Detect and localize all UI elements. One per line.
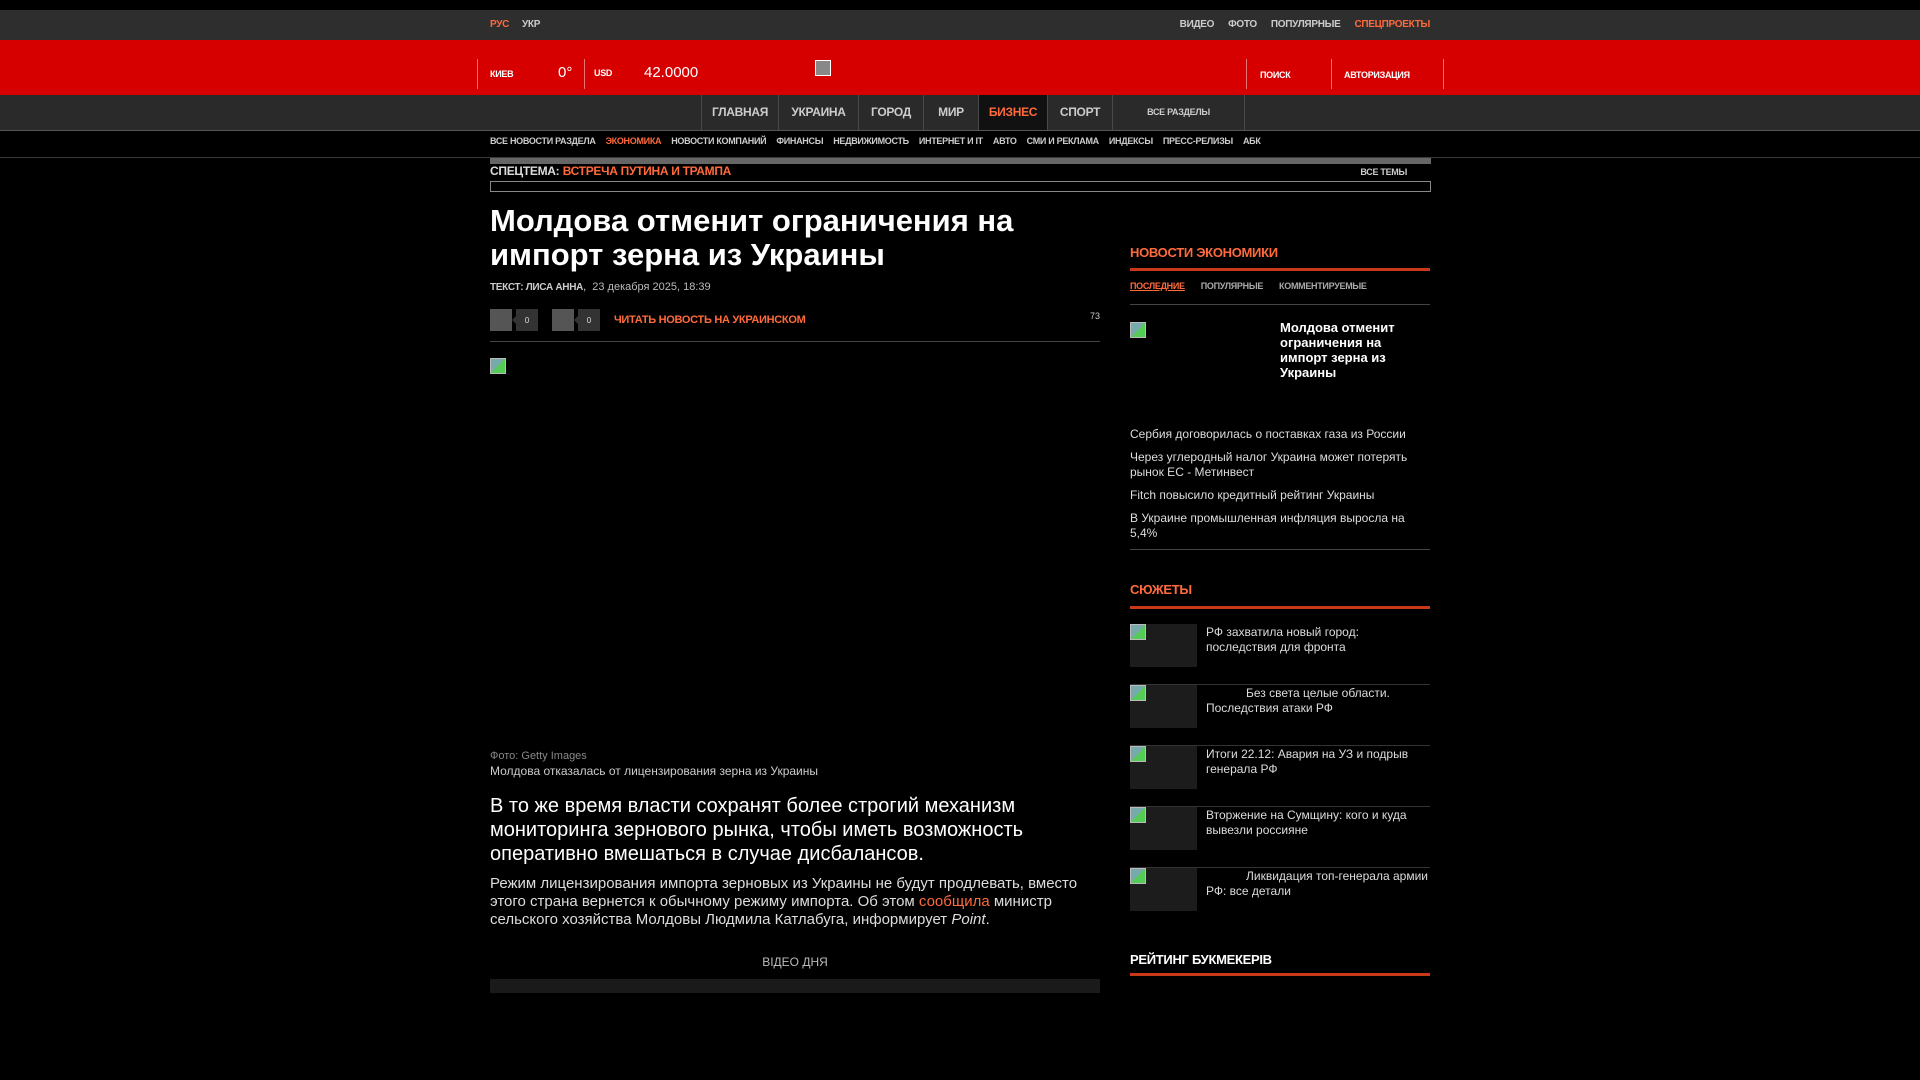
subnav-item-media[interactable]: СМИ И РЕКЛАМА bbox=[1026, 136, 1099, 146]
top-link-video[interactable]: ВИДЕО bbox=[1179, 19, 1215, 30]
nav-item-ukraine[interactable]: УКРАИНА bbox=[778, 95, 858, 130]
bookmakers-heading[interactable]: РЕЙТИНГ БУКМЕКЕРІВ bbox=[1130, 952, 1272, 967]
nav-item-world[interactable]: МИР bbox=[923, 95, 978, 130]
story-title: Ликвидация топ-генерала армии РФ: все детали bbox=[1206, 869, 1428, 898]
top-news-broken-image-icon[interactable] bbox=[1130, 322, 1146, 338]
story-item[interactable] bbox=[1130, 868, 1430, 929]
share-count: 0 bbox=[578, 309, 600, 331]
search-link[interactable]: ПОИСК bbox=[1260, 70, 1291, 80]
top-link-popular[interactable]: ПОПУЛЯРНЫЕ bbox=[1270, 19, 1341, 30]
all-topics-link[interactable]: ВСЕ ТЕМЫ bbox=[1360, 167, 1407, 177]
story-thumbnail bbox=[1130, 624, 1197, 667]
sub-nav bbox=[490, 136, 1261, 146]
tab-latest[interactable]: ПОСЛЕДНИЕ bbox=[1130, 281, 1185, 291]
share-facebook[interactable] bbox=[490, 309, 538, 331]
header-bar bbox=[0, 40, 1920, 95]
nav-item-sport[interactable]: СПОРТ bbox=[1047, 95, 1112, 130]
facebook-icon bbox=[490, 309, 512, 331]
article-author[interactable]: ТЕКСТ: ЛИСА АННА bbox=[490, 282, 584, 293]
story-thumbnail bbox=[1130, 746, 1197, 789]
news-item[interactable]: Сербия договорилась о поставках газа из России bbox=[1130, 427, 1406, 441]
story-thumbnail bbox=[1130, 868, 1197, 911]
article-lead: В то же время власти сохранят более строгий механизм мониторинга зернового рынка, чтобы иметь возможность оперативно вмешаться в случае дисбалансов. bbox=[490, 795, 1024, 865]
body-text-part: Режим лицензирования импорта зерновых из Украины не будут продлевать, вместо этого страна вернется к обычному режиму импорта. Об этом bbox=[490, 875, 1078, 910]
economy-news-heading[interactable]: НОВОСТИ ЭКОНОМИКИ bbox=[1130, 245, 1278, 260]
news-item[interactable]: Fitch повысило кредитный рейтинг Украины bbox=[1130, 488, 1375, 502]
lang-uk-link[interactable]: УКР bbox=[522, 19, 541, 30]
article-date: 23 декабря 2025, 18:39 bbox=[592, 281, 711, 293]
share-telegram[interactable] bbox=[552, 309, 600, 331]
subnav-item-company-news[interactable]: НОВОСТИ КОМПАНИЙ bbox=[671, 136, 767, 146]
tabs-divider bbox=[1130, 304, 1430, 305]
photo-credit: Фото: Getty Images bbox=[490, 750, 587, 762]
header-divider bbox=[1443, 59, 1444, 89]
video-player[interactable] bbox=[490, 979, 1100, 993]
subnav-item-indexes[interactable]: ИНДЕКСЫ bbox=[1108, 136, 1153, 146]
news-item[interactable]: В Украине промышленная инфляция выросла на 5,4% bbox=[1130, 511, 1405, 540]
tab-commented[interactable]: КОММЕНТИРУЕМЫЕ bbox=[1279, 281, 1367, 291]
video-of-day-label: ВІДЕО ДНЯ bbox=[762, 955, 828, 969]
photo-caption: Молдова отказалась от лицензирования зерна из Украины bbox=[490, 764, 819, 778]
story-thumbnail bbox=[1130, 807, 1197, 850]
top-link-photo[interactable]: ФОТО bbox=[1228, 19, 1257, 30]
special-topic-box bbox=[490, 181, 1431, 192]
broken-image-icon bbox=[1130, 868, 1146, 884]
subnav-item-finance[interactable]: ФИНАНСЫ bbox=[776, 136, 824, 146]
header-divider bbox=[584, 59, 585, 89]
story-item[interactable] bbox=[1130, 746, 1430, 807]
nav-all-sections[interactable]: ВСЕ РАЗДЕЛЫ bbox=[1112, 95, 1245, 130]
subnav-item-press-releases[interactable]: ПРЕСС-РЕЛИЗЫ bbox=[1162, 136, 1233, 146]
subnav-item-all-news[interactable]: ВСЕ НОВОСТИ РАЗДЕЛА bbox=[490, 136, 596, 146]
section-rule bbox=[1130, 268, 1430, 271]
subnav-item-abk[interactable]: АБК bbox=[1242, 136, 1261, 146]
section-rule bbox=[1130, 973, 1430, 976]
broken-image-icon bbox=[1130, 807, 1146, 823]
weather-city: КИЕВ bbox=[490, 69, 514, 79]
header-divider bbox=[477, 59, 478, 89]
share-count: 0 bbox=[516, 309, 538, 331]
stories-heading[interactable]: СЮЖЕТЫ bbox=[1130, 582, 1192, 597]
story-title: Итоги 22.12: Авария на УЗ и подрыв генерала РФ bbox=[1206, 747, 1409, 776]
story-title: Вторжение на Сумщину: кого и куда вывезли россияне bbox=[1206, 808, 1407, 837]
main-nav bbox=[0, 95, 1920, 131]
lang-ru-link[interactable]: РУС bbox=[490, 19, 510, 30]
source-name: Point bbox=[951, 911, 986, 928]
header-divider bbox=[1331, 59, 1332, 89]
story-title: Без света целые области. Последствия атаки РФ bbox=[1206, 686, 1390, 715]
special-topic bbox=[490, 164, 1431, 182]
header-divider bbox=[1246, 59, 1247, 89]
article-photo-broken-image-icon bbox=[490, 358, 506, 374]
section-divider bbox=[1130, 549, 1430, 550]
article-body bbox=[490, 875, 1100, 929]
currency-code: USD bbox=[594, 68, 613, 78]
subnav-item-internet-it[interactable]: ИНТЕРНЕТ И IT bbox=[918, 136, 983, 146]
story-title: РФ захватила новый город: последствия для фронта bbox=[1206, 625, 1359, 654]
top-strip bbox=[0, 10, 1920, 40]
story-item[interactable] bbox=[1130, 685, 1430, 746]
nav-item-main[interactable]: ГЛАВНАЯ bbox=[701, 95, 778, 130]
telegram-icon bbox=[552, 309, 574, 331]
article-byline: ТЕКСТ: ЛИСА АННА, 23 декабря 2025, 18:39 bbox=[490, 281, 711, 293]
special-topic-label: СПЕЦТЕМА: bbox=[490, 164, 560, 178]
login-link[interactable]: АВТОРИЗАЦИЯ bbox=[1344, 70, 1410, 80]
broken-image-icon bbox=[1130, 746, 1146, 762]
nav-item-business[interactable]: БИЗНЕС bbox=[978, 95, 1047, 130]
views-count: 73 bbox=[1089, 311, 1100, 321]
economy-news-tabs bbox=[1130, 281, 1367, 291]
site-logo-broken-image-icon[interactable] bbox=[815, 60, 831, 76]
article-title: Молдова отменит ограничения на импорт зерна из Украины bbox=[490, 203, 1014, 272]
read-in-ukrainian-link[interactable]: ЧИТАТЬ НОВОСТЬ НА УКРАИНСКОМ bbox=[614, 314, 806, 326]
subnav-item-economy[interactable]: ЭКОНОМИКА bbox=[605, 136, 662, 146]
top-news-title[interactable]: Молдова отменит ограничения на импорт зерна из Украины bbox=[1280, 320, 1395, 380]
currency-rate: 42.0000 bbox=[644, 64, 699, 81]
tab-popular[interactable]: ПОПУЛЯРНЫЕ bbox=[1200, 281, 1264, 291]
story-item[interactable] bbox=[1130, 624, 1430, 685]
nav-item-city[interactable]: ГОРОД bbox=[858, 95, 923, 130]
top-links bbox=[1180, 19, 1430, 30]
source-link[interactable]: сообщила bbox=[918, 893, 990, 910]
top-link-specprojects[interactable]: СПЕЦПРОЕКТЫ bbox=[1354, 19, 1430, 30]
broken-image-icon bbox=[1130, 624, 1146, 640]
body-text-part: министр сельского хозяйства Молдовы Людмила Катлабуга, информирует bbox=[490, 893, 1052, 928]
section-rule bbox=[1130, 606, 1430, 609]
story-item[interactable] bbox=[1130, 807, 1430, 868]
weather-temperature: 0° bbox=[558, 64, 573, 81]
article-actions bbox=[490, 308, 1100, 342]
story-thumbnail bbox=[1130, 685, 1197, 728]
subnav-item-auto[interactable]: АВТО bbox=[992, 136, 1017, 146]
subnav-item-real-estate[interactable]: НЕДВИЖИМОСТЬ bbox=[833, 136, 909, 146]
broken-image-icon bbox=[1130, 685, 1146, 701]
special-topic-link[interactable]: ВСТРЕЧА ПУТИНА И ТРАМПА bbox=[562, 164, 732, 178]
body-text-part: . bbox=[985, 911, 990, 928]
news-item[interactable]: Через углеродный налог Украина может потерять рынок ЕС - Метинвест bbox=[1130, 450, 1408, 479]
